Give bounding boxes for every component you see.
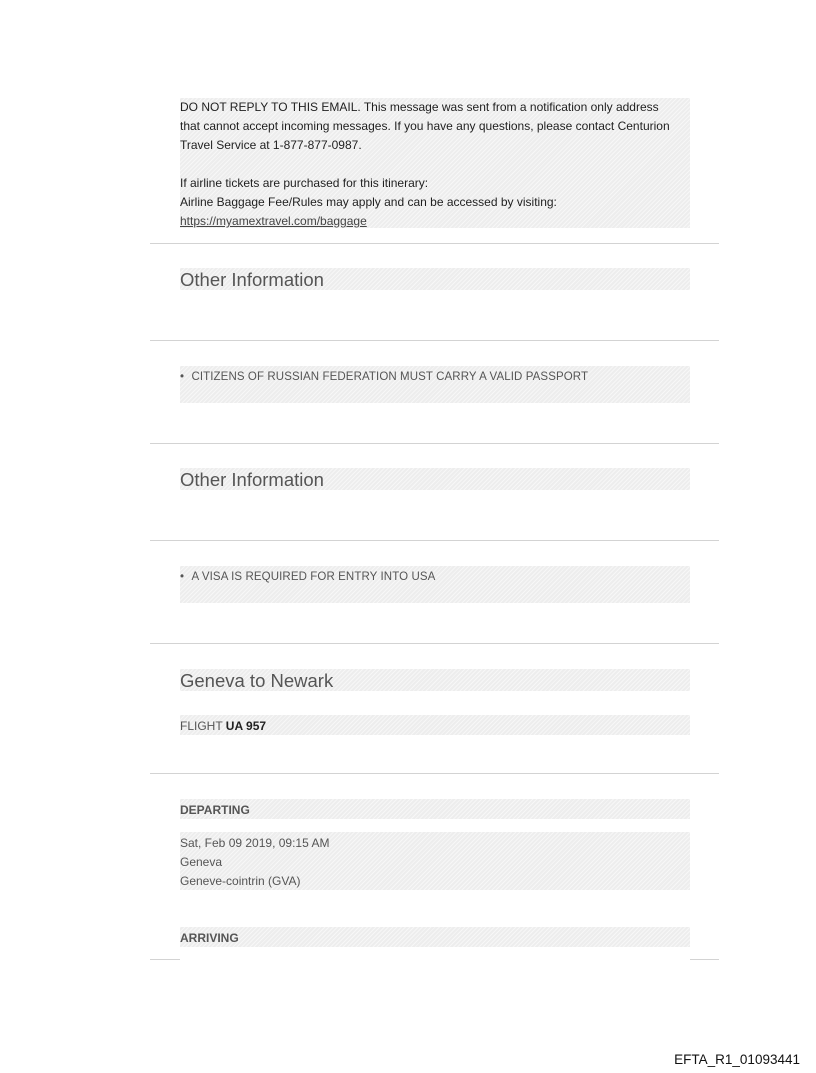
arriving-label: ARRIVING	[180, 931, 239, 945]
notice-line: DO NOT REPLY TO THIS EMAIL. This message was sent from a notification only address	[180, 100, 659, 114]
info-item	[180, 571, 435, 583]
flight-number: UA 957	[225, 719, 267, 733]
flight-number-line	[180, 719, 266, 733]
divider	[150, 773, 719, 774]
document-id: EFTA_R1_01093441	[674, 1052, 800, 1067]
notice-line: Airline Baggage Fee/Rules may apply and can be accessed by visiting:	[180, 195, 557, 209]
divider	[150, 340, 719, 341]
divider	[150, 243, 719, 244]
section-heading: Other Information	[180, 469, 324, 490]
departing-airport: Geneve-cointrin (GVA)	[180, 874, 301, 888]
arriving-label-background	[180, 927, 690, 947]
flight-label: FLIGHT	[180, 719, 223, 733]
notice-line: If airline tickets are purchased for this itinerary:	[180, 176, 429, 190]
info-text: A VISA IS REQUIRED FOR ENTRY INTO USA	[191, 571, 436, 583]
route-heading: Geneva to Newark	[180, 670, 334, 691]
section-heading: Other Information	[180, 269, 324, 290]
divider	[150, 540, 719, 541]
departing-label-background	[180, 799, 690, 819]
baggage-link[interactable]: https://myamextravel.com/baggage	[180, 214, 367, 228]
bullet-icon: •	[180, 571, 185, 583]
bullet-icon: •	[180, 371, 185, 383]
departing-details	[180, 834, 329, 891]
notice-text	[180, 98, 670, 231]
departing-datetime: Sat, Feb 09 2019, 09:15 AM	[180, 836, 330, 850]
divider	[150, 443, 719, 444]
notice-line: Travel Service at 1-877-877-0987.	[180, 138, 362, 152]
departing-city: Geneva	[180, 855, 223, 869]
info-text: CITIZENS OF RUSSIAN FEDERATION MUST CARRY A VALID PASSPORT	[191, 371, 589, 383]
info-item	[180, 371, 588, 383]
divider-left	[150, 959, 180, 960]
departing-label: DEPARTING	[180, 803, 250, 817]
divider-right	[690, 959, 719, 960]
notice-line: that cannot accept incoming messages. If you have any questions, please contact Centurion	[180, 119, 670, 133]
divider	[150, 643, 719, 644]
